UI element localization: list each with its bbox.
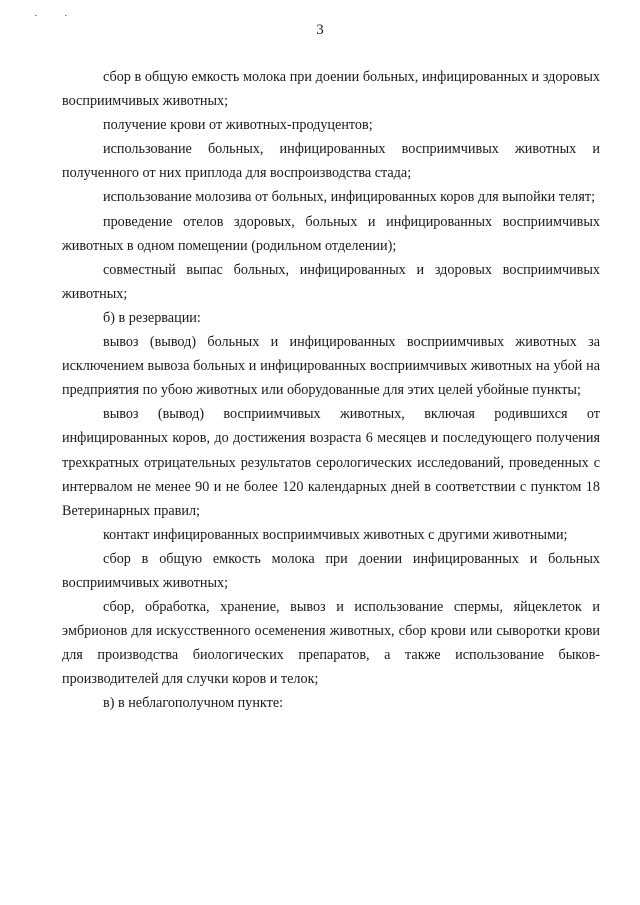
paragraph: вывоз (вывод) восприимчивых животных, включая родившихся от инфицированных коров, до достижения возраста 6 месяцев и последующего получения трехкратных отрицательных результатов серологических исследований, проведенных с интервалом не менее 90 и не более 120 календарных дней в соответствии с пунктом 18 Ветеринарных правил;	[62, 406, 600, 519]
paragraph: сбор в общую емкость молока при доении инфицированных и больных восприимчивых животных;	[62, 550, 600, 591]
paragraph: вывоз (вывод) больных и инфицированных восприимчивых животных за исключением вывоза больных и инфицированных восприимчивых животных на убой на предприятия по убою животных или оборудованные для этих целей убойные пункты;	[62, 334, 600, 399]
scan-mark: ·	[34, 10, 38, 22]
paragraph: контакт инфицированных восприимчивых животных с другими животными;	[103, 526, 568, 543]
document-body	[62, 65, 600, 716]
scan-mark: ·	[64, 10, 68, 22]
paragraph: использование молозива от больных, инфицированных коров для выпойки телят;	[103, 189, 596, 206]
section-heading: б) в резервации:	[103, 309, 201, 326]
paragraph: использование больных, инфицированных восприимчивых животных и полученного от них приплода для воспроизводства стада;	[62, 141, 600, 182]
paragraph: получение крови от животных-продуцентов;	[103, 117, 373, 134]
paragraph: проведение отелов здоровых, больных и инфицированных восприимчивых животных в одном помещении (родильном отделении);	[62, 213, 600, 254]
paragraph: сбор в общую емкость молока при доении больных, инфицированных и здоровых восприимчивых животных;	[62, 69, 600, 110]
page-number: 3	[316, 22, 324, 38]
section-heading: в) в неблагополучном пункте:	[103, 695, 284, 712]
paragraph: сбор, обработка, хранение, вывоз и использование спермы, яйцеклеток и эмбрионов для искусственного осеменения животных, сбор крови или сыворотки крови для производства биологических препаратов, а также использование быков-производителей для случки коров и телок;	[62, 599, 600, 688]
paragraph: совместный выпас больных, инфицированных и здоровых восприимчивых животных;	[62, 261, 600, 302]
